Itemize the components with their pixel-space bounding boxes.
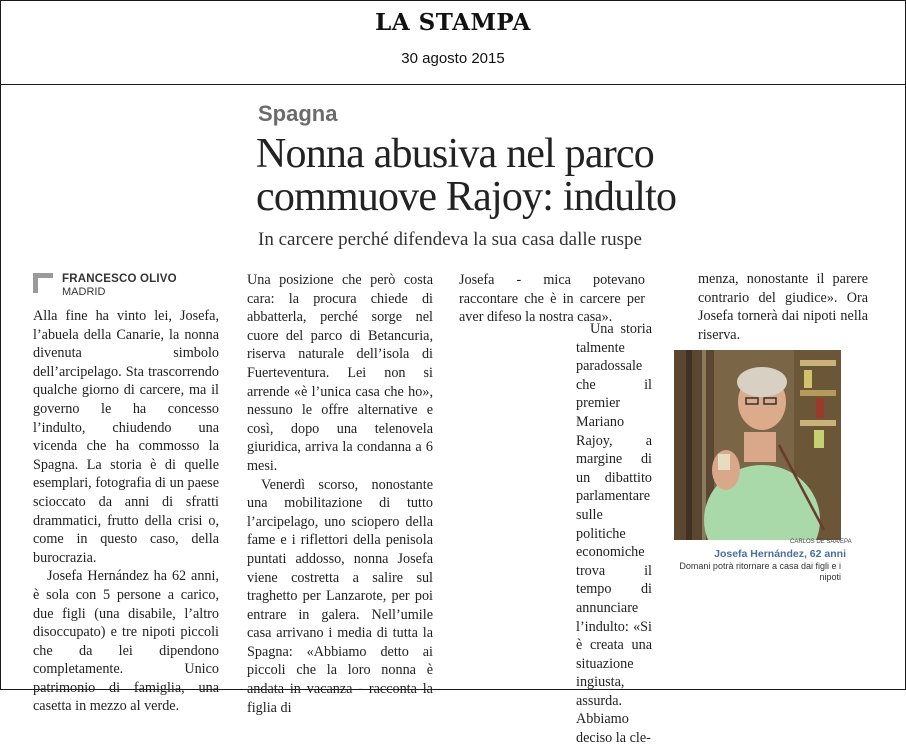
paragraph: Josefa - mica potevano raccontare che è in carcere per aver difeso la nostra casa». — [459, 272, 645, 326]
headline-line: commuove Rajoy: indulto — [256, 174, 677, 220]
photo-caption-name: Josefa Hernández, 62 anni — [714, 548, 846, 560]
paragraph: Venerdì scorso, nonostante una mobilitazione di tutto l’arcipelago, uno sciopero della fame e i riflettori della penisola puntati addosso, nonna Josefa viene costretta a salire sul traghetto per Lanzarote, per poi entrare in galera. Nell’umile casa arrivano i media di tutta la Spagna: «Abbiamo detto ai piccoli che la loro nonna è andata in vacanza - racconta la figlia di — [247, 476, 433, 716]
article-headline — [256, 133, 776, 219]
masthead — [0, 0, 906, 85]
byline-corner-icon — [33, 273, 53, 293]
paragraph: Una posizione che però costa cara: la procura chiede di abbatterla, perché sorge nel cuore del parco di Betancuria, riserva naturale dell’isola di Fuerteventura. Lei non si arrende «è l’unica casa che ho», nessuno le offre alternative e così, dopo una telenovela giuridica, arriva la condanna a 6 mesi. — [247, 272, 433, 474]
publication-date: 30 agosto 2015 — [401, 50, 505, 67]
byline-place: MADRID — [62, 286, 106, 298]
paragraph: menza, nonostante il parere contrario del giudice». Ora Josefa tornerà dai nipoti nella riserva. — [698, 271, 868, 343]
article-column-4 — [698, 270, 868, 344]
article-column-3-bottom — [576, 320, 652, 748]
article-column-3-top — [459, 271, 645, 327]
article-column-2 — [247, 271, 433, 717]
photo-illustration — [674, 350, 841, 540]
article-column-1 — [33, 307, 219, 716]
article-photo — [674, 350, 841, 540]
photo-credit: CARLOS DE SAA/EPA — [790, 539, 852, 545]
byline-author: FRANCESCO OLIVO — [62, 273, 177, 285]
paragraph: Una storia talmente paradossale che il premier Mariano Rajoy, a margine di un dibattito parlamentare sulle politiche economiche trova il tempo di annunciare l’indulto: «Si è creata una situazione ingiusta, assurda. Abbiamo deciso la cle- — [576, 321, 652, 747]
photo-caption-text: Domani potrà ritornare a casa dai figli e i nipoti — [679, 561, 841, 582]
article-subhead: In carcere perché difendeva la sua casa dalle ruspe — [258, 229, 642, 250]
paragraph: Josefa Hernández ha 62 anni, è sola con 5 persone a carico, due figli (una disabile, l’altro disoccupato) e tre nipoti piccoli che da lei dipendono completamente. Unico patrimonio di famiglia, una casetta in mezzo al verde. — [33, 568, 219, 715]
article-kicker: Spagna — [258, 101, 338, 126]
paragraph: Alla fine ha vinto lei, Josefa, l’abuela della Canarie, la nonna divenuta simbolo dell’arcipelago. Sta trascorrendo qualche giorno di carcere, ma il governo le ha concesso l’indulto, chiudendo una vicenda che ha commosso la Spagna. La storia è di quelle esemplari, fotografia di un paese scioccato da anni di sfratti drammatici, frutto della crisi o, come in questo caso, della burocrazia. — [33, 308, 219, 566]
newspaper-logo: LA STAMPA — [375, 9, 531, 36]
headline-line: Nonna abusiva nel parco — [256, 131, 654, 177]
